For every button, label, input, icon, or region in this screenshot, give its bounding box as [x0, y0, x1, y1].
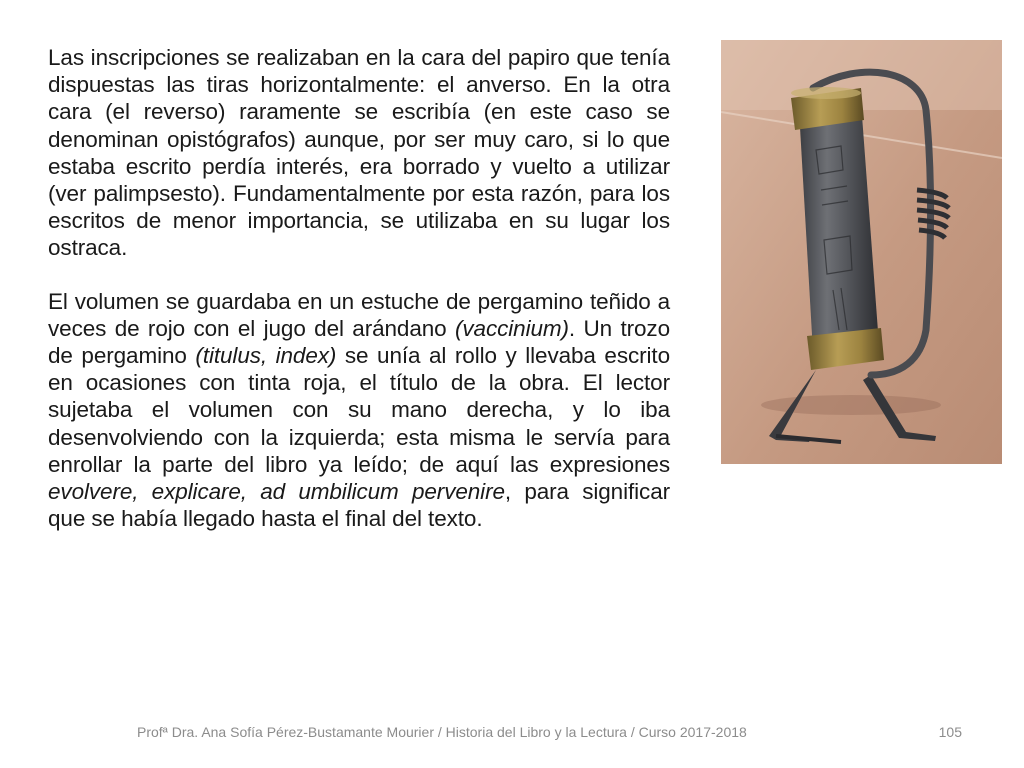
paragraph-volume — [48, 288, 670, 533]
text-block — [48, 44, 670, 532]
italic-latin-expressions: evolvere, explicare, ad umbilicum pervenire — [48, 479, 505, 505]
paragraph-volume-text-2: . Un trozo de pergamino — [48, 315, 670, 369]
scroll-case-photo — [721, 40, 1002, 464]
footer — [0, 724, 1024, 746]
paragraph-volume-text-1: El volumen se guardaba en un estuche de pergamino teñido a veces de rojo con el jugo del arándano — [48, 288, 670, 341]
paragraph-volume-text-3: se unía al rollo y llevaba escrito en ocasiones con tinta roja, el título de la obra. El lector sujetaba el volumen con su mano derecha, y lo iba desenvolviendo con la izquierda; esta misma le servía para enrollar la parte del libro ya leído; de aquí las expresiones — [48, 343, 670, 477]
italic-vaccinium: (vaccinium) — [455, 315, 569, 341]
paragraph-papyrus: Las inscripciones se realizaban en la cara del papiro que tenía dispuestas las tiras horizontalmente: el anverso. En la otra cara (el reverso) raramente se escribía (en este caso se denominan opistógrafos) aunque, por ser muy caro, si lo que estaba escrito perdía interés, era borrado y vuelto a utilizar (ver palimpsesto). Fundamentalmente por esta razón, para los escritos de menor importancia, se utilizaba en su lugar los ostraca. — [48, 45, 670, 261]
paragraph-volume-text-4: , para significar que se había llegado hasta el final del texto. — [48, 479, 670, 532]
italic-titulus-index: (titulus, index) — [195, 343, 337, 369]
page-number: 105 — [938, 724, 962, 740]
scroll-case-illustration — [721, 40, 1002, 464]
footer-credit: Profª Dra. Ana Sofía Pérez-Bustamante Mourier / Historia del Libro y la Lectura / Curso 2017-2018 — [137, 724, 747, 740]
